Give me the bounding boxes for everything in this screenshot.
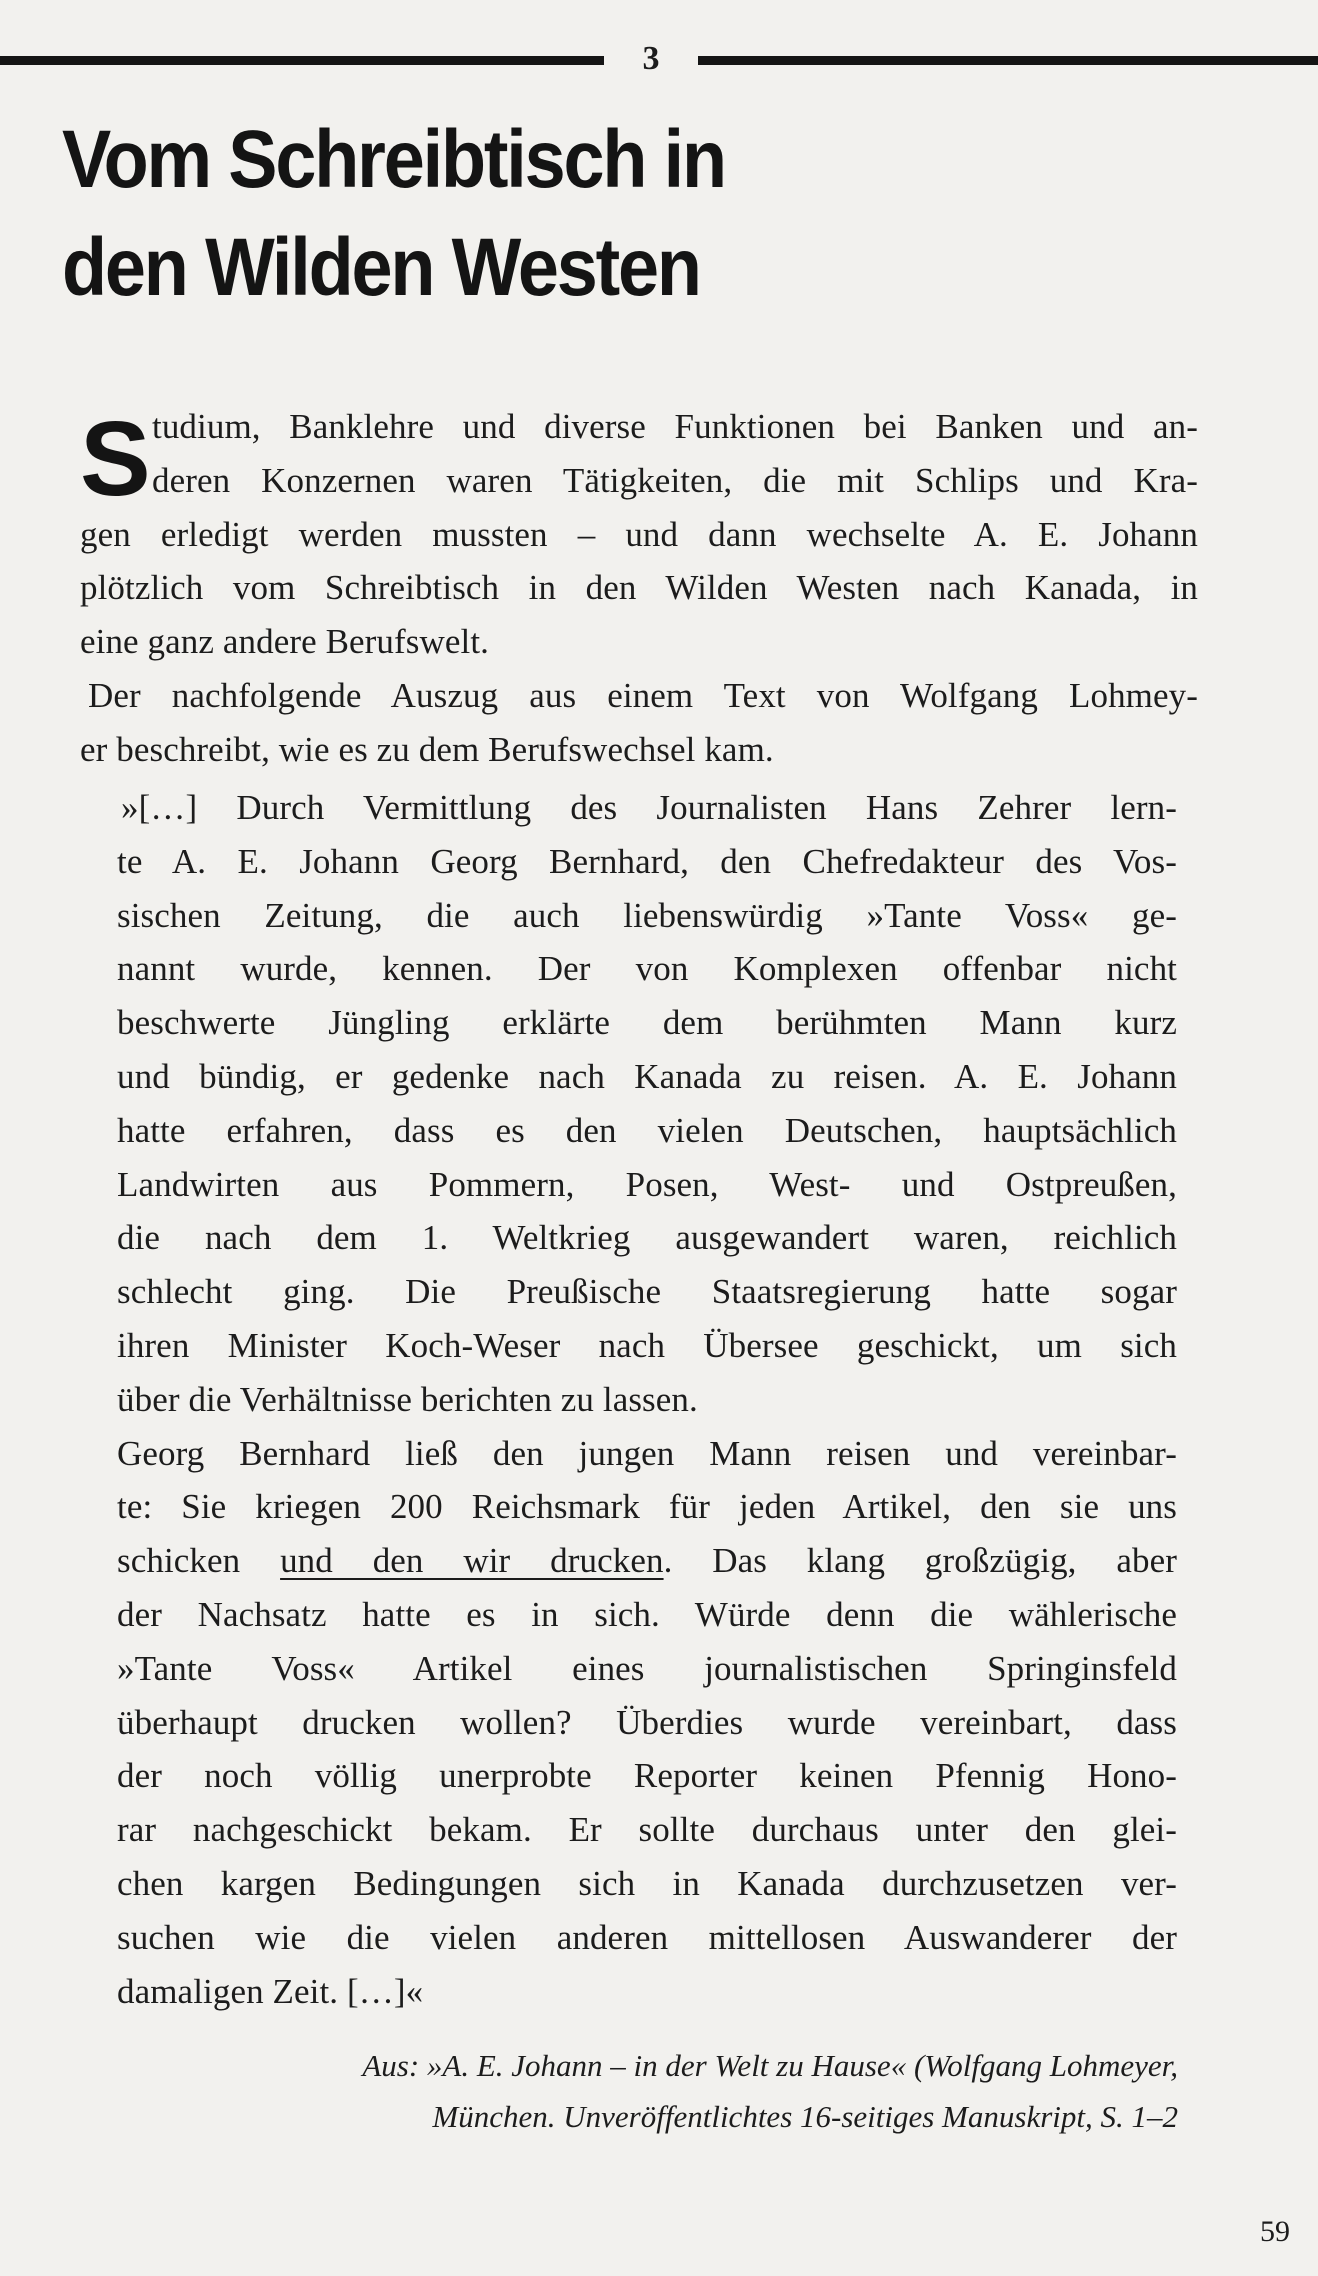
quote-line: Georg Bernhard ließ den jungen Mann reisen und vereinbar- <box>117 1433 1177 1473</box>
text-line: tudium, Banklehre und diverse Funktionen bei Banken und an- <box>152 407 1198 446</box>
quote-line: ihren Minister Koch-Weser nach Übersee geschickt, um sich <box>117 1325 1177 1365</box>
header-rule-left <box>0 56 604 65</box>
quote-line: die nach dem 1. Weltkrieg ausgewandert waren, reichlich <box>117 1218 1177 1258</box>
title-line-2: den Wilden Westen <box>62 222 700 313</box>
quote-line: schlecht ging. Die Preußische Staatsregierung hatte sogar <box>117 1272 1177 1312</box>
quote-line-underlined <box>117 1534 1177 1588</box>
quote-line: und bündig, er gedenke nach Kanada zu reisen. A. E. Johann <box>117 1056 1177 1096</box>
quote-line: damaligen Zeit. […]« <box>117 1971 424 2011</box>
intro-paragraph <box>80 400 1198 669</box>
quote-line: »[…] Durch Vermittlung des Journalisten Hans Zehrer lern- <box>121 788 1177 827</box>
citation-line: Aus: »A. E. Johann – in der Welt zu Hause« (Wolfgang Lohmeyer, <box>362 2048 1178 2083</box>
quote-line: über die Verhältnisse berichten zu lassen. <box>117 1379 698 1419</box>
quote-line: rar nachgeschickt bekam. Er sollte durchaus unter den glei- <box>117 1810 1177 1850</box>
quote-line: sischen Zeitung, die auch liebenswürdig »Tante Voss« ge- <box>117 895 1177 935</box>
quote-line: der Nachsatz hatte es in sich. Würde denn die wählerische <box>117 1594 1177 1634</box>
quotation-block <box>117 781 1177 2018</box>
drop-cap: S <box>80 400 151 518</box>
quote-line: te A. E. Johann Georg Bernhard, den Chefredakteur des Vos- <box>117 841 1177 881</box>
text-line: eine ganz andere Berufswelt. <box>80 622 489 662</box>
second-paragraph <box>80 669 1198 777</box>
quote-line: beschwerte Jüngling erklärte dem berühmten Mann kurz <box>117 1003 1177 1043</box>
text-line: er beschreibt, wie es zu dem Berufswechsel kam. <box>80 729 774 769</box>
citation-line: München. Unveröffentlichtes 16-seitiges Manuskript, S. 1–2 <box>432 2099 1178 2134</box>
page-number: 59 <box>1260 2215 1290 2248</box>
text-fragment: schicken <box>117 1541 281 1581</box>
header-rule-right <box>698 56 1318 65</box>
quote-line: überhaupt drucken wollen? Überdies wurde vereinbart, dass <box>117 1702 1177 1742</box>
quote-line: suchen wie die vielen anderen mittellosen Auswanderer der <box>117 1917 1177 1957</box>
quote-line: der noch völlig unerprobte Reporter keinen Pfennig Hono- <box>117 1756 1177 1796</box>
underlined-phrase: und den wir drucken <box>280 1541 664 1581</box>
page-title <box>62 106 1106 322</box>
quote-line: chen kargen Bedingungen sich in Kanada durchzusetzen ver- <box>117 1863 1177 1903</box>
text-line: gen erledigt werden mussten – und dann wechselte A. E. Johann <box>80 514 1198 554</box>
text-line: Der nachfolgende Auszug aus einem Text von Wolfgang Lohmey- <box>88 676 1198 715</box>
quote-line: »Tante Voss« Artikel eines journalistischen Springinsfeld <box>117 1648 1177 1688</box>
quote-line: te: Sie kriegen 200 Reichsmark für jeden Artikel, den sie uns <box>117 1487 1177 1527</box>
text-line: plötzlich vom Schreibtisch in den Wilden Westen nach Kanada, in <box>80 568 1198 608</box>
chapter-number: 3 <box>642 40 660 77</box>
title-line-1: Vom Schreibtisch in <box>62 114 725 205</box>
source-citation <box>362 2040 1178 2142</box>
text-fragment: . Das klang großzügig, aber <box>663 1541 1177 1581</box>
quote-line: nannt wurde, kennen. Der von Komplexen offenbar nicht <box>117 949 1177 989</box>
quote-line: Landwirten aus Pommern, Posen, West- und Ostpreußen, <box>117 1164 1177 1204</box>
text-line: deren Konzernen waren Tätigkeiten, die mit Schlips und Kra- <box>152 460 1198 500</box>
quote-line: hatte erfahren, dass es den vielen Deutschen, hauptsächlich <box>117 1110 1177 1150</box>
